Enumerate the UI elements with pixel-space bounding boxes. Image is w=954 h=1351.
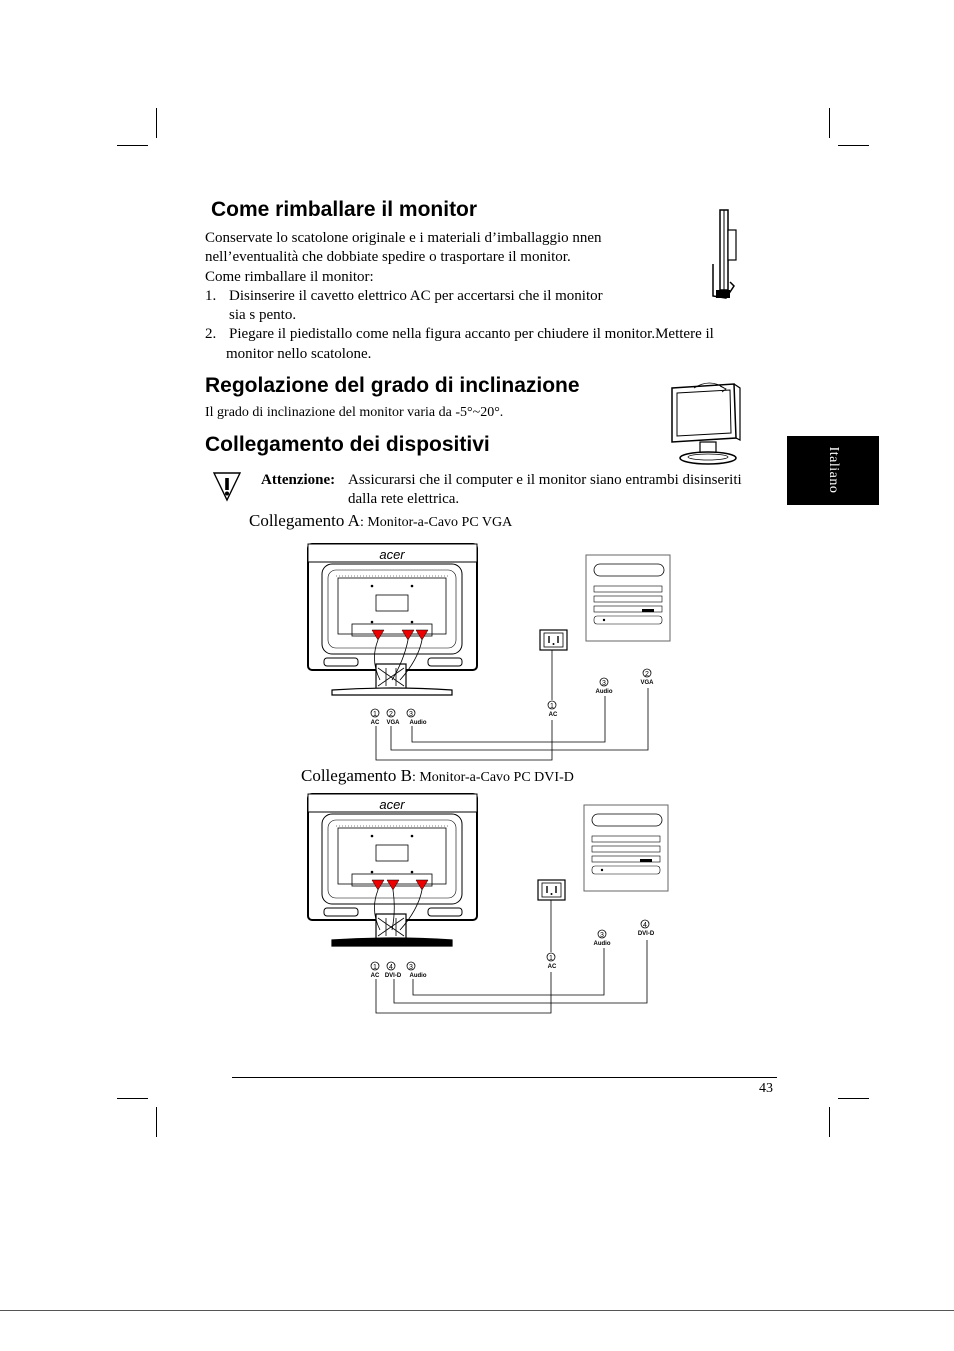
section-title-connect: Collegamento dei dispositivi <box>205 433 490 456</box>
connection-a-label: Collegamento A <box>249 511 360 530</box>
crop-mark <box>117 145 148 146</box>
port-label: AC <box>370 973 380 979</box>
paragraph-line: Conservate lo scatolone originale e i materiali d’imballaggio nnen <box>205 230 602 246</box>
tilt-text: Il grado di inclinazione del monitor varia da -5°~20°. <box>205 405 504 420</box>
port-number: 1 <box>373 964 377 971</box>
side-tab-label: Italiano <box>826 446 841 494</box>
crop-mark <box>829 1107 830 1137</box>
crop-mark <box>156 108 157 138</box>
connection-b-label: Collegamento B <box>301 766 412 785</box>
pc-port-label: Audio <box>593 941 611 947</box>
folded-monitor-illustration <box>700 206 750 304</box>
page-number: 43 <box>759 1081 773 1096</box>
step-text: monitor nello scatolone. <box>226 346 372 362</box>
step-number: 1. <box>205 288 217 304</box>
section-title-repack: Come rimballare il monitor <box>211 198 478 221</box>
paragraph-line: nell’eventualità che dobbiate spedire o trasportare il monitor. <box>205 249 571 265</box>
port-label: Audio <box>409 720 427 726</box>
crop-mark <box>156 1107 157 1137</box>
side-language-tab <box>787 436 879 505</box>
port-number: 3 <box>409 711 413 718</box>
port-number: 4 <box>389 964 393 971</box>
connection-diagram-a <box>300 540 680 765</box>
crop-mark <box>838 1098 869 1099</box>
warning-label: Attenzione: <box>261 472 336 488</box>
connection-diagram-b <box>300 790 680 1018</box>
step-text: sia s pento. <box>229 307 297 323</box>
step-text: Piegare il piedistallo come nella figura accanto per chiudere il monitor.Mettere il <box>229 326 714 342</box>
crop-mark <box>838 145 869 146</box>
port-label: Audio <box>409 973 427 979</box>
outlet-number: 1 <box>550 703 554 710</box>
port-label: VGA <box>386 720 400 726</box>
port-label: AC <box>370 720 380 726</box>
pc-port-number: 2 <box>645 671 649 678</box>
section-title-tilt: Regolazione del grado di inclinazione <box>205 374 580 397</box>
brand-logo: acer <box>379 797 405 812</box>
pc-port-number: 3 <box>600 932 604 939</box>
crop-mark <box>829 108 830 138</box>
tilt-monitor-illustration <box>664 380 746 468</box>
brand-logo: acer <box>379 547 405 562</box>
warning-text: dalla rete elettrica. <box>348 491 460 507</box>
connection-a-desc: : Monitor-a-Cavo PC VGA <box>359 515 513 530</box>
port-number: 2 <box>389 711 393 718</box>
port-number: 3 <box>409 964 413 971</box>
crop-mark <box>117 1098 148 1099</box>
port-label: DVI-D <box>384 973 402 979</box>
pc-port-label: Audio <box>595 689 613 695</box>
port-number: 1 <box>373 711 377 718</box>
pc-port-label: DVI-D <box>637 931 655 937</box>
outlet-label: AC <box>548 712 558 718</box>
outlet-number: 1 <box>549 955 553 962</box>
pc-port-label: VGA <box>640 680 654 686</box>
pc-port-number: 4 <box>643 922 647 929</box>
footer-rule <box>232 1077 777 1078</box>
warning-text: Assicurarsi che il computer e il monitor siano entrambi disinseriti <box>348 472 742 488</box>
step-text: Disinserire il cavetto elettrico AC per accertarsi che il monitor <box>229 288 603 304</box>
page-bottom-rule <box>0 1310 954 1311</box>
connection-b-desc: : Monitor-a-Cavo PC DVI-D <box>411 770 574 785</box>
connection-a-heading <box>249 510 512 534</box>
paragraph-line: Come rimballare il monitor: <box>205 269 374 285</box>
connection-b-heading <box>301 765 574 789</box>
outlet-label: AC <box>547 964 557 970</box>
pc-port-number: 3 <box>602 680 606 687</box>
step-number: 2. <box>205 326 217 342</box>
warning-icon <box>212 470 242 502</box>
